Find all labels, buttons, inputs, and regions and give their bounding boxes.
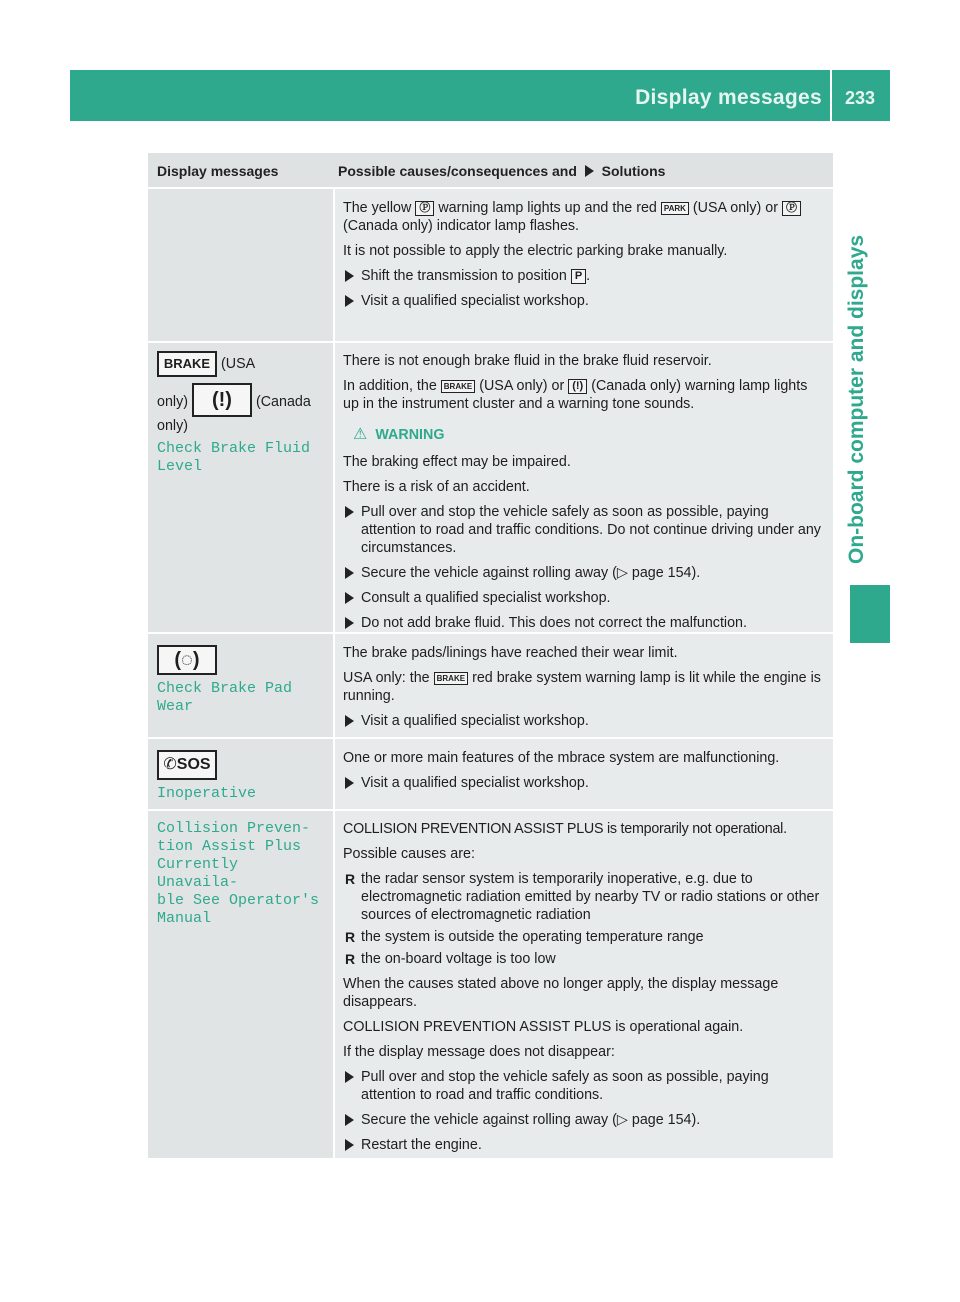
parking-brake-icon: Ⓟ (782, 201, 801, 216)
paragraph: Possible causes are: (343, 846, 475, 862)
instruction-step: Visit a qualified specialist workshop. (343, 712, 827, 730)
paragraph: It is not possible to apply the electric parking brake manually. (343, 243, 728, 259)
solution-cell: The yellow Ⓟ warning lamp lights up and the red PARK (USA only) or Ⓟ (Canada only) indicator lamp flashes. It is not possible to apply the electric parking brake manually. Shift the transmission to position P . Visit a qualified specialist workshop. (335, 189, 833, 341)
instruction-step: Restart the engine. (343, 1136, 827, 1154)
paragraph: One or more main features of the mbrace system are malfunctioning. (343, 750, 780, 766)
table-row (148, 343, 833, 634)
message-cell (148, 811, 335, 1158)
paragraph: COLLISION PREVENTION ASSIST PLUS is temporarily not operational. (343, 821, 787, 837)
display-messages-table (148, 153, 833, 1160)
table-header (148, 153, 833, 189)
page-ref-arrow-icon: ▷ (616, 1112, 628, 1128)
instruction-step: Secure the vehicle against rolling away (▷ page 154). (343, 564, 827, 582)
display-message: Check Brake Fluid Level (157, 440, 311, 475)
park-icon: PARK (661, 202, 689, 215)
instruction-step: Consult a qualified specialist workshop. (343, 589, 827, 607)
section-title: Display messages (635, 86, 822, 109)
chapter-tab-marker (850, 585, 890, 643)
instruction-step: Visit a qualified specialist workshop. (343, 292, 827, 310)
solution-cell (335, 811, 833, 1158)
instruction-step: Visit a qualified specialist workshop. (343, 774, 827, 792)
list-item: R the on-board voltage is too low (345, 951, 556, 967)
page-header (70, 70, 890, 121)
paragraph: COLLISION PREVENTION ASSIST PLUS is operational again. (343, 1019, 744, 1035)
table-row (148, 634, 833, 739)
header-divider (830, 70, 832, 121)
instruction-step: Secure the vehicle against rolling away (▷ page 154). (343, 1111, 827, 1129)
brake-pad-wear-icon: (◌) (157, 645, 217, 675)
sos-icon: ✆SOS (157, 750, 217, 780)
instruction-step: Pull over and stop the vehicle safely as soon as possible, paying attention to road and traffic conditions. Do not continue driving under any circumstances. (343, 503, 827, 557)
brake-warning-icon: (!) (568, 379, 587, 394)
paragraph: When the causes stated above no longer apply, the display message disappears. (343, 976, 779, 1010)
col-header-messages: Display messages (157, 163, 279, 179)
display-message: Collision Preven‐ tion Assist Plus Currently Unavaila‐ ble See Operator's Manual (157, 820, 320, 927)
instruction-step: Do not add brake fluid. This does not correct the malfunction. (343, 614, 827, 632)
page-ref-arrow-icon: ▷ (616, 565, 628, 581)
parking-brake-icon: Ⓟ (415, 201, 434, 216)
brake-icon: BRAKE (441, 380, 475, 393)
brake-warning-icon: (!) (192, 383, 252, 417)
table-row (148, 811, 833, 1160)
paragraph: The brake pads/linings have reached their wear limit. (343, 645, 678, 661)
instruction-step: Pull over and stop the vehicle safely as soon as possible, paying attention to road and traffic conditions. (343, 1068, 827, 1104)
chapter-tab-label: On-board computer and displays (845, 234, 868, 564)
paragraph: There is not enough brake fluid in the brake fluid reservoir. (343, 353, 712, 369)
message-cell: BRAKE (USA only) (!) (Canada only) Check Brake Fluid Level (148, 343, 335, 632)
brake-icon: BRAKE (157, 351, 217, 377)
solution-cell (335, 739, 833, 809)
col-header-causes: Possible causes/consequences and Solutions (338, 163, 666, 179)
table-row (148, 189, 833, 343)
list-item: R the system is outside the operating temperature range (345, 929, 704, 945)
paragraph: If the display message does not disappear: (343, 1044, 615, 1060)
display-message: Check Brake Pad Wear (157, 680, 293, 715)
message-cell (148, 634, 335, 737)
instruction-step: Shift the transmission to position P . (343, 267, 827, 285)
arrow-icon (585, 165, 594, 177)
solution-cell: There is not enough brake fluid in the brake fluid reservoir. In addition, the BRAKE (USA only) or (!) (Canada only) warning lamp lights up in the instrument cluster and a warning tone sounds. ⚠ WARNING The braking effect may be impaired. There is a risk of an accident. Pull over and stop the vehicle safely as soon as possible, paying attention to road and traffic conditions. Do not continue driving under any circumstances. Secure the vehicle against rolling away (▷ page 154). Consult a qualified specialist workshop. Do not add brake fluid. This does not correct the malfunction. (335, 343, 833, 632)
warning-heading: ⚠ WARNING (353, 426, 445, 443)
gear-p-icon: P (571, 269, 586, 284)
display-message: Inoperative (157, 785, 257, 802)
solution-cell: The brake pads/linings have reached their wear limit. USA only: the BRAKE red brake system warning lamp is lit while the engine is running. Visit a qualified specialist workshop. (335, 634, 833, 737)
list-item: R the radar sensor system is temporarily inoperative, e.g. due to electromagnetic radiation emitted by nearby TV or radio stations or other sources of electromagnetic radiation (345, 871, 820, 923)
paragraph: There is a risk of an accident. (343, 479, 530, 495)
message-cell (148, 739, 335, 809)
paragraph: The braking effect may be impaired. (343, 454, 571, 470)
message-cell (148, 189, 335, 341)
brake-icon: BRAKE (434, 672, 468, 685)
warning-triangle-icon: ⚠ (353, 426, 368, 443)
page-number: 233 (844, 88, 876, 108)
table-row (148, 739, 833, 811)
